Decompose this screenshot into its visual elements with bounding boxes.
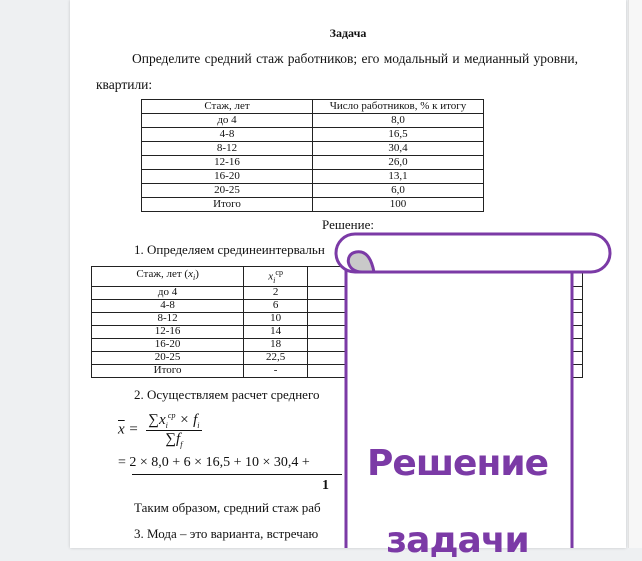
calculation-denominator: 1 <box>322 478 329 493</box>
step-3-text: 3. Мода – это варианта, встречаю <box>134 526 319 541</box>
table-row <box>142 114 484 128</box>
table-cell: 8-12 <box>92 312 244 325</box>
table-cell: 2 <box>244 286 308 299</box>
table-row <box>142 170 484 184</box>
table-cell: 20-25 <box>142 184 313 198</box>
table-cell: 16-20 <box>142 170 313 184</box>
table-cell: 16-20 <box>92 338 244 351</box>
table-cell: 14 <box>244 325 308 338</box>
table-cell: 8,0 <box>313 114 484 128</box>
table-cell: 8-12 <box>142 142 313 156</box>
formula-equals: = <box>128 421 139 438</box>
table-cell: 16,5 <box>313 128 484 142</box>
conclusion-text: Таким образом, средний стаж раб <box>134 500 321 515</box>
table-cell: 13,1 <box>313 170 484 184</box>
table-row <box>142 142 484 156</box>
table-cell: 10 <box>244 312 308 325</box>
table-row <box>142 128 484 142</box>
table-row <box>142 156 484 170</box>
table-header-cell: Стаж, лет <box>142 100 313 114</box>
problem-text: Определите средний стаж работников; его модальный и медианный уровни, квартили: <box>96 51 578 92</box>
table-row <box>142 184 484 198</box>
table-cell: 12-16 <box>92 325 244 338</box>
table-header-cell: Стаж, лет $(x_i)$ <box>92 267 244 287</box>
document-title: Задача <box>329 26 367 40</box>
step-2-text: 2. Осуществляем расчет среднего <box>134 387 320 402</box>
table-cell: 4-8 <box>142 128 313 142</box>
solution-label: Решение: <box>322 217 374 232</box>
table-cell: Итого <box>92 364 244 377</box>
formula-numerator: $\sum x_i^{ср} \times f_i$ <box>148 411 200 430</box>
step-1-text: 1. Определяем срединеинтервальн <box>134 242 325 257</box>
experience-table <box>141 99 484 212</box>
table-cell: 6 <box>244 299 308 312</box>
mean-formula <box>118 411 202 449</box>
table-cell: 4-8 <box>92 299 244 312</box>
table-cell: до 4 <box>92 286 244 299</box>
formula-fraction <box>146 411 201 449</box>
table-cell: 6,0 <box>313 184 484 198</box>
formula-denominator: $\sum f_f$ <box>165 431 183 449</box>
table-cell: 22,5 <box>244 351 308 364</box>
banner-line-1: Решение <box>367 443 548 484</box>
fraction-line <box>132 474 342 475</box>
table-cell: Итого <box>142 198 313 212</box>
table-cell: до 4 <box>142 114 313 128</box>
table-header-cell: $x_i^{ср}$ <box>244 267 308 287</box>
table-header-row <box>142 100 484 114</box>
formula-lhs: $\overline{x}$ <box>118 421 125 438</box>
table-cell: 18 <box>244 338 308 351</box>
table-cell: 30,4 <box>313 142 484 156</box>
table-cell: 100 <box>313 198 484 212</box>
banner-line-2: задачи <box>386 520 529 561</box>
table-cell: 26,0 <box>313 156 484 170</box>
scroll-banner-icon <box>334 232 614 548</box>
table-cell: 20-25 <box>92 351 244 364</box>
mean-calculation: = 2 × 8,0 + 6 × 16,5 + 10 × 30,4 + <box>118 455 310 470</box>
table-row <box>142 198 484 212</box>
scrollbar-track[interactable] <box>628 0 642 548</box>
table-cell: - <box>244 364 308 377</box>
table-header-cell: Число работников, % к итогу <box>313 100 484 114</box>
table-cell: 12-16 <box>142 156 313 170</box>
